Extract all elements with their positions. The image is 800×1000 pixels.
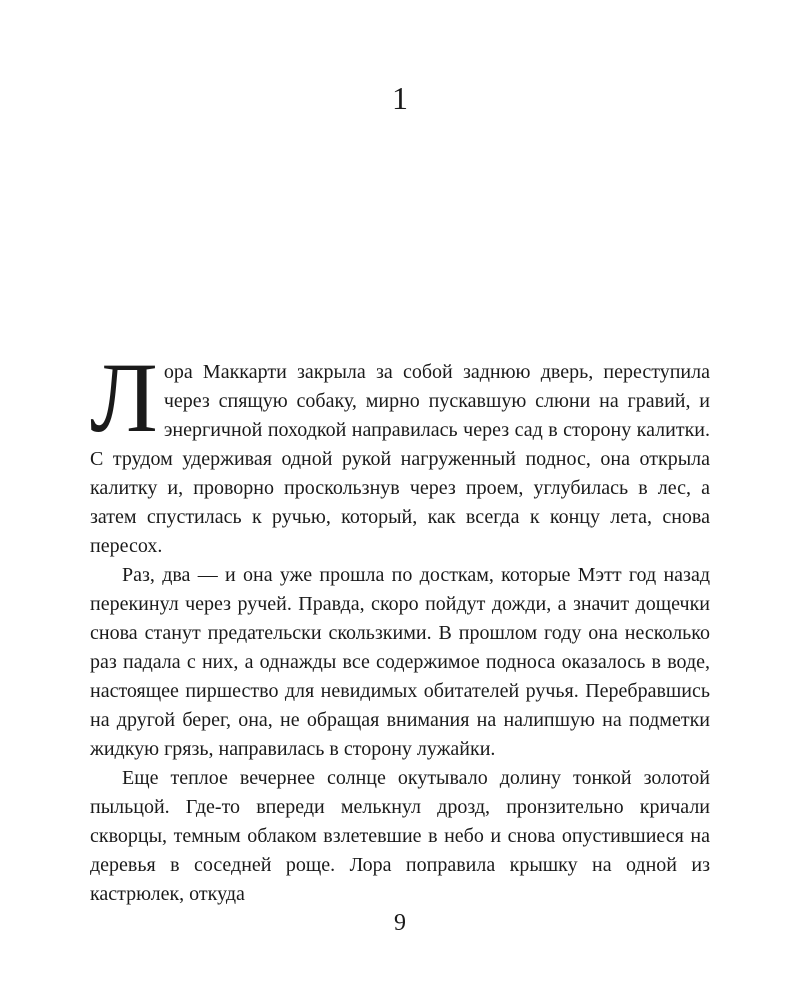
paragraph-1 <box>90 342 710 561</box>
chapter-number: 1 <box>392 80 408 116</box>
paragraph-2: Раз, два — и она уже прошла по досткам, которые Мэтт год назад перекинул через ручей. Правда, скоро пойдут дожди, а значит дощечки снова станут предательски скользкими. В прошлом году она несколько раз падала с них, а однажды все содержимое подноса оказалось в воде, настоящее пиршество для невидимых обитателей ручья. Перебравшись на другой берег, она, не обращая внимания на налипшую на подметки жидкую грязь, направилась в сторону лужайки. <box>90 564 710 760</box>
page-number: 9 <box>394 910 406 936</box>
paragraph-1-text: ора Маккарти закрыла за собой заднюю дверь, переступила через спящую собаку, мирно пускавшую слюни на гравий, и энергичной походкой направилась через сад в сторону калитки. С трудом удерживая одной рукой нагруженный поднос, она открыла калитку и, проворно проскользнув через проем, углубилась в лес, а затем спустилась к ручью, который, как всегда к концу лета, снова пересох. <box>90 361 710 557</box>
chapter-text <box>90 342 710 909</box>
drop-cap: Л <box>90 342 158 453</box>
paragraph-3: Еще теплое вечернее солнце окутывало долину тонкой золотой пыльцой. Где-то впереди мелькнул дрозд, пронзительно кричали скворцы, темным облаком взлетевшие в небо и снова опустившиеся на деревья в соседней роще. Лора поправила крышку на одной из кастрюлек, откуда <box>90 767 710 905</box>
